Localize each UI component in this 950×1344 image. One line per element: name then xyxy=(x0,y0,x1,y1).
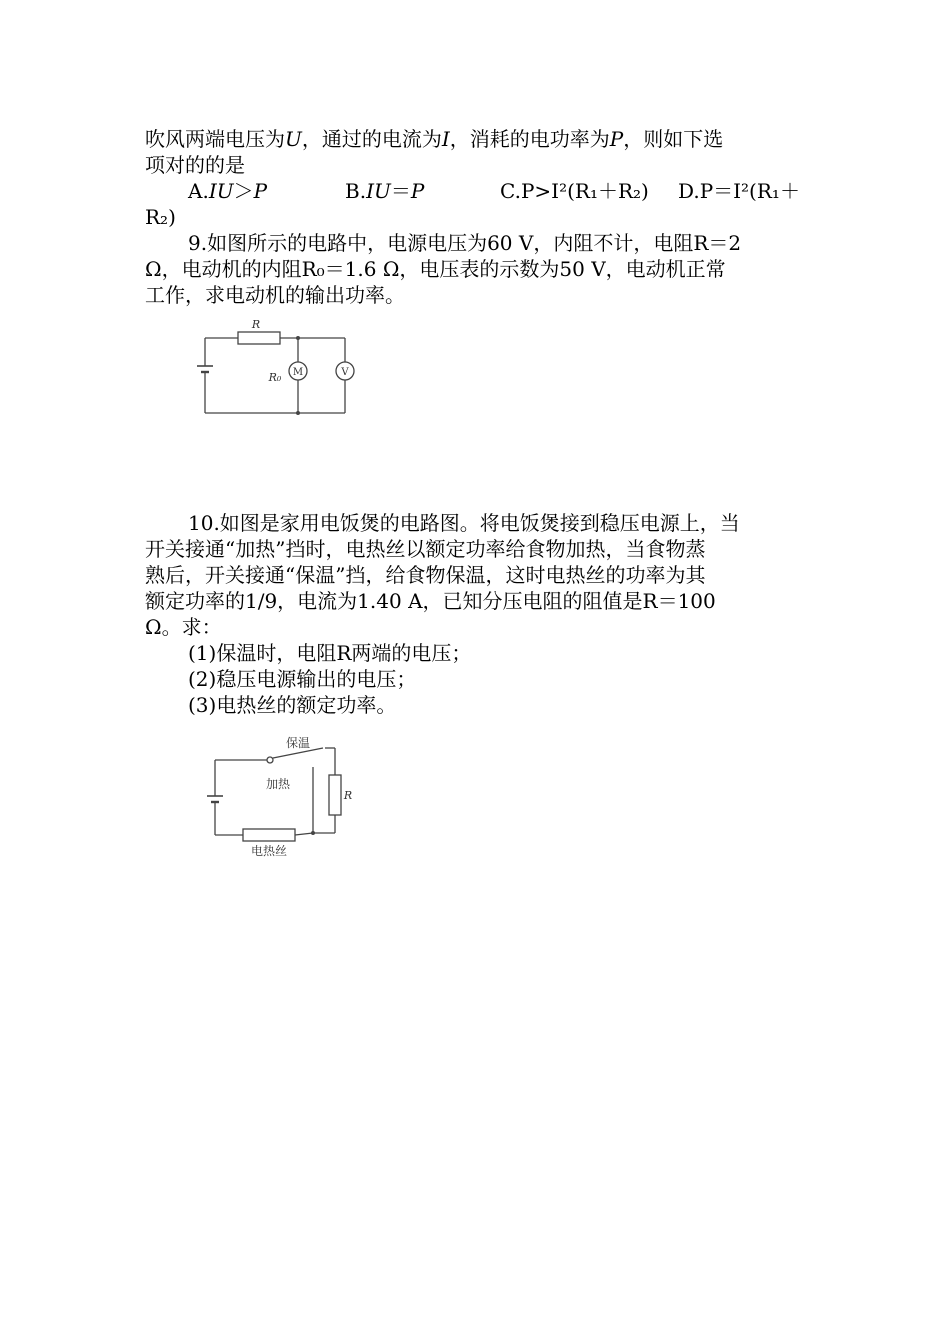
q9-stem-line2: Ω，电动机的内阻R₀＝1.6 Ω，电压表的示数为50 V，电动机正常 xyxy=(145,257,726,281)
q10-subquestion-3: (3)电热丝的额定功率。 xyxy=(188,693,397,717)
q9-circuit-diagram xyxy=(195,315,365,425)
q8-option-d-continued: R₂) xyxy=(145,205,176,229)
q8-option-b: B.IU＝P xyxy=(345,179,425,203)
q9-voltmeter-symbol: V xyxy=(341,367,349,378)
q10-stem-line2: 开关接通“加热”挡时，电热丝以额定功率给食物加热，当食物蒸 xyxy=(145,537,706,561)
q8-option-d: D.P＝I²(R₁＋ xyxy=(678,179,800,203)
q8-option-c: C.P>I²(R₁＋R₂) xyxy=(500,179,649,203)
q10-label-keep-warm: 保温 xyxy=(285,736,311,750)
q10-label-r: R xyxy=(343,789,353,802)
q8-stem-line2: 项对的的是 xyxy=(145,153,245,177)
q9-stem-line1: 9.如图所示的电路中，电源电压为60 V，内阻不计，电阻R＝2 xyxy=(188,231,742,255)
q10-circuit-diagram xyxy=(205,733,355,858)
q10-stem-line1: 10.如图是家用电饭煲的电路图。将电饭煲接到稳压电源上，当 xyxy=(188,511,740,535)
q10-stem-line3: 熟后，开关接通“保温”挡，给食物保温，这时电热丝的功率为其 xyxy=(145,563,706,587)
q10-subquestion-2: (2)稳压电源输出的电压； xyxy=(188,667,417,691)
q9-label-r0: R₀ xyxy=(268,371,282,384)
q10-subquestion-1: (1)保温时，电阻R两端的电压； xyxy=(188,641,472,665)
q10-label-heat: 加热 xyxy=(265,777,291,791)
q9-motor-symbol: M xyxy=(292,367,304,378)
q9-stem-line3: 工作，求电动机的输出功率。 xyxy=(145,283,405,307)
q10-stem-line4: 额定功率的1/9，电流为1.40 A，已知分压电阻的阻值是R＝100 xyxy=(145,589,716,613)
q10-label-heating-wire: 电热丝 xyxy=(250,844,288,858)
q9-label-r: R xyxy=(251,318,261,331)
q10-stem-line5: Ω。求： xyxy=(145,615,222,639)
q8-stem-line1: 吹风两端电压为U，通过的电流为I，消耗的电功率为P，则如下选 xyxy=(145,127,724,151)
q8-option-a: A.IU＞P xyxy=(188,179,268,203)
